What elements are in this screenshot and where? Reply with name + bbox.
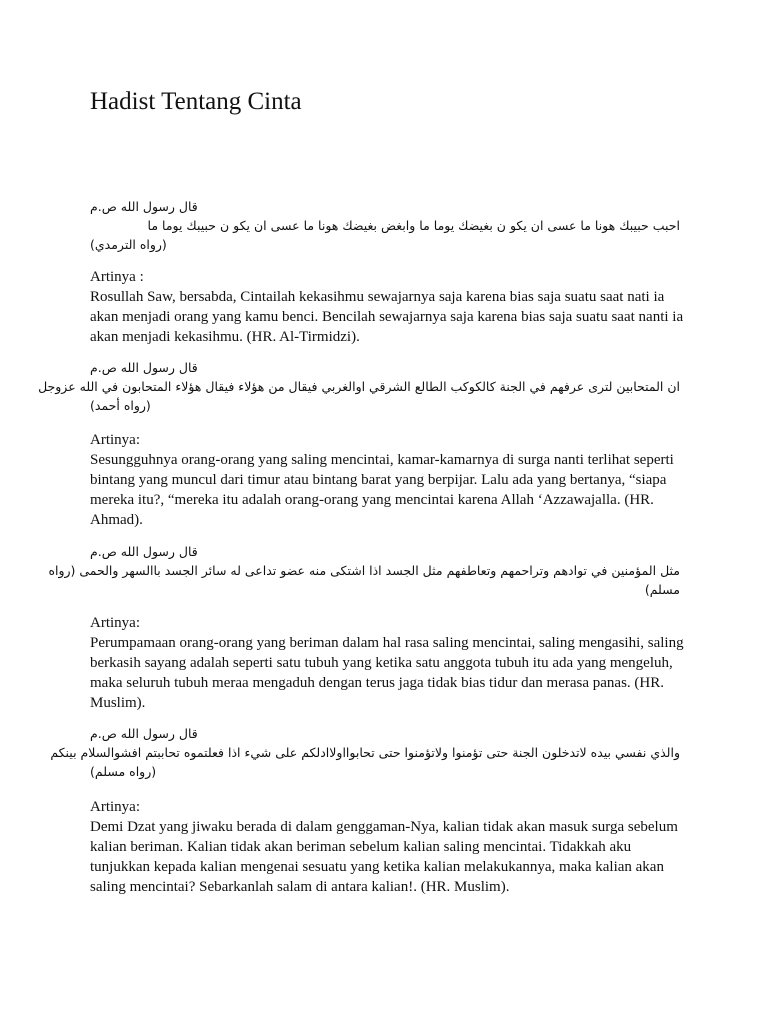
hadith-1-arabic xyxy=(90,197,680,254)
hadith-4-arabic-ref: (رواه مسلم) xyxy=(90,764,157,779)
hadith-1-arabic-intro: قال رسول الله ص.م xyxy=(90,199,198,214)
hadith-4-translation-block xyxy=(90,797,690,897)
hadith-3-arabic-intro: قال رسول الله ص.م xyxy=(90,544,198,559)
hadith-4-label: Artinya: xyxy=(90,799,140,815)
hadith-2-label: Artinya: xyxy=(90,432,140,448)
hadith-2-translation-block xyxy=(90,430,690,530)
hadith-1-arabic-text: احبب حبيبك هونا ما عسى ان يكو ن بغيضك يوما ما وابغض بغيضك هونا ما عسى ان يكو ن حبيبك يوما ما xyxy=(147,218,680,233)
hadith-1-translation: Rosullah Saw, bersabda, Cintailah kekasihmu sewajarnya saja karena bias saja suatu saat nati ia akan menjadi orang yang kamu benci. Bencilah sewajarnya saja karena bias saja suatu saat nanti ia akan menjadi kekasihmu. (HR. Al-Tirmidzi). xyxy=(90,289,684,345)
hadith-2-arabic-ref: (رواه أحمد) xyxy=(90,398,151,413)
hadith-1-label: Artinya : xyxy=(90,269,144,285)
hadith-4-translation: Demi Dzat yang jiwaku berada di dalam genggaman-Nya, kalian tidak akan masuk surga sebelum kalian beriman. Kalian tidak akan beriman sebelum kalian saling mencintai. Tidakkah aku tunjukkan kepada kalian mengenai sesuatu yang ketika kalian melakukannya, maka kalian akan saling mencintai? Sebarkanlah salam di antara kalian!. (HR. Muslim). xyxy=(90,819,678,895)
hadith-3-label: Artinya: xyxy=(90,615,140,631)
hadith-2-translation: Sesungguhnya orang-orang yang saling mencintai, kamar-kamarnya di surga nanti terlihat seperti bintang yang muncul dari timur atau bintang barat yang berpijar. Lalu ada yang bertanya, “siapa mereka itu?, “mereka itu adalah orang-orang yang mencintai karena Allah ‘Azzawajalla. (HR. Ahmad). xyxy=(90,452,674,528)
hadith-3-arabic-ref: مسلم) xyxy=(644,582,680,597)
hadith-1-translation-block xyxy=(90,267,690,347)
hadith-3-translation: Perumpamaan orang-orang yang beriman dalam hal rasa saling mencintai, saling mengasihi, saling berkasih sayang adalah seperti satu tubuh yang ketika satu anggota tubuh itu ada yang mengeluh, maka seluruh tubuh meraa mengaduh dengan terus jaga tidak bias tidur dan merasa panas. (HR. Muslim). xyxy=(90,635,684,711)
hadith-3-translation-block xyxy=(90,613,690,713)
hadith-3-arabic-text: مثل المؤمنين في توادهم وتراحمهم وتعاطفهم مثل الجسد اذا اشتكى منه عضو تداعى له سائر الجسد باالسهر والحمى (رواه xyxy=(48,563,680,578)
hadith-4-arabic-intro: قال رسول الله ص.م xyxy=(90,726,198,741)
hadith-2-arabic-intro: قال رسول الله ص.م xyxy=(90,360,198,375)
page-title: Hadist Tentang Cinta xyxy=(90,88,302,115)
hadith-3-arabic xyxy=(48,542,680,599)
hadith-4-arabic xyxy=(50,724,680,781)
hadith-2-arabic-text: ان المتحابين لترى عرفهم في الجنة كالكوكب الطالع الشرقي اوالغربي فيقال من هؤلاء فيقال هؤلاء المتحابون في الله عزوجل xyxy=(38,379,680,394)
hadith-4-arabic-text: والذي نفسي بيده لاتدخلون الجنة حتى تؤمنوا ولاتؤمنوا حتى تحابوااولاادلكم على شيء اذا فعلتموه تحاببتم افشوالسلام بينكم xyxy=(50,745,680,760)
hadith-1-arabic-ref: (رواه الترمدي) xyxy=(90,237,167,252)
hadith-2-arabic xyxy=(38,358,680,415)
